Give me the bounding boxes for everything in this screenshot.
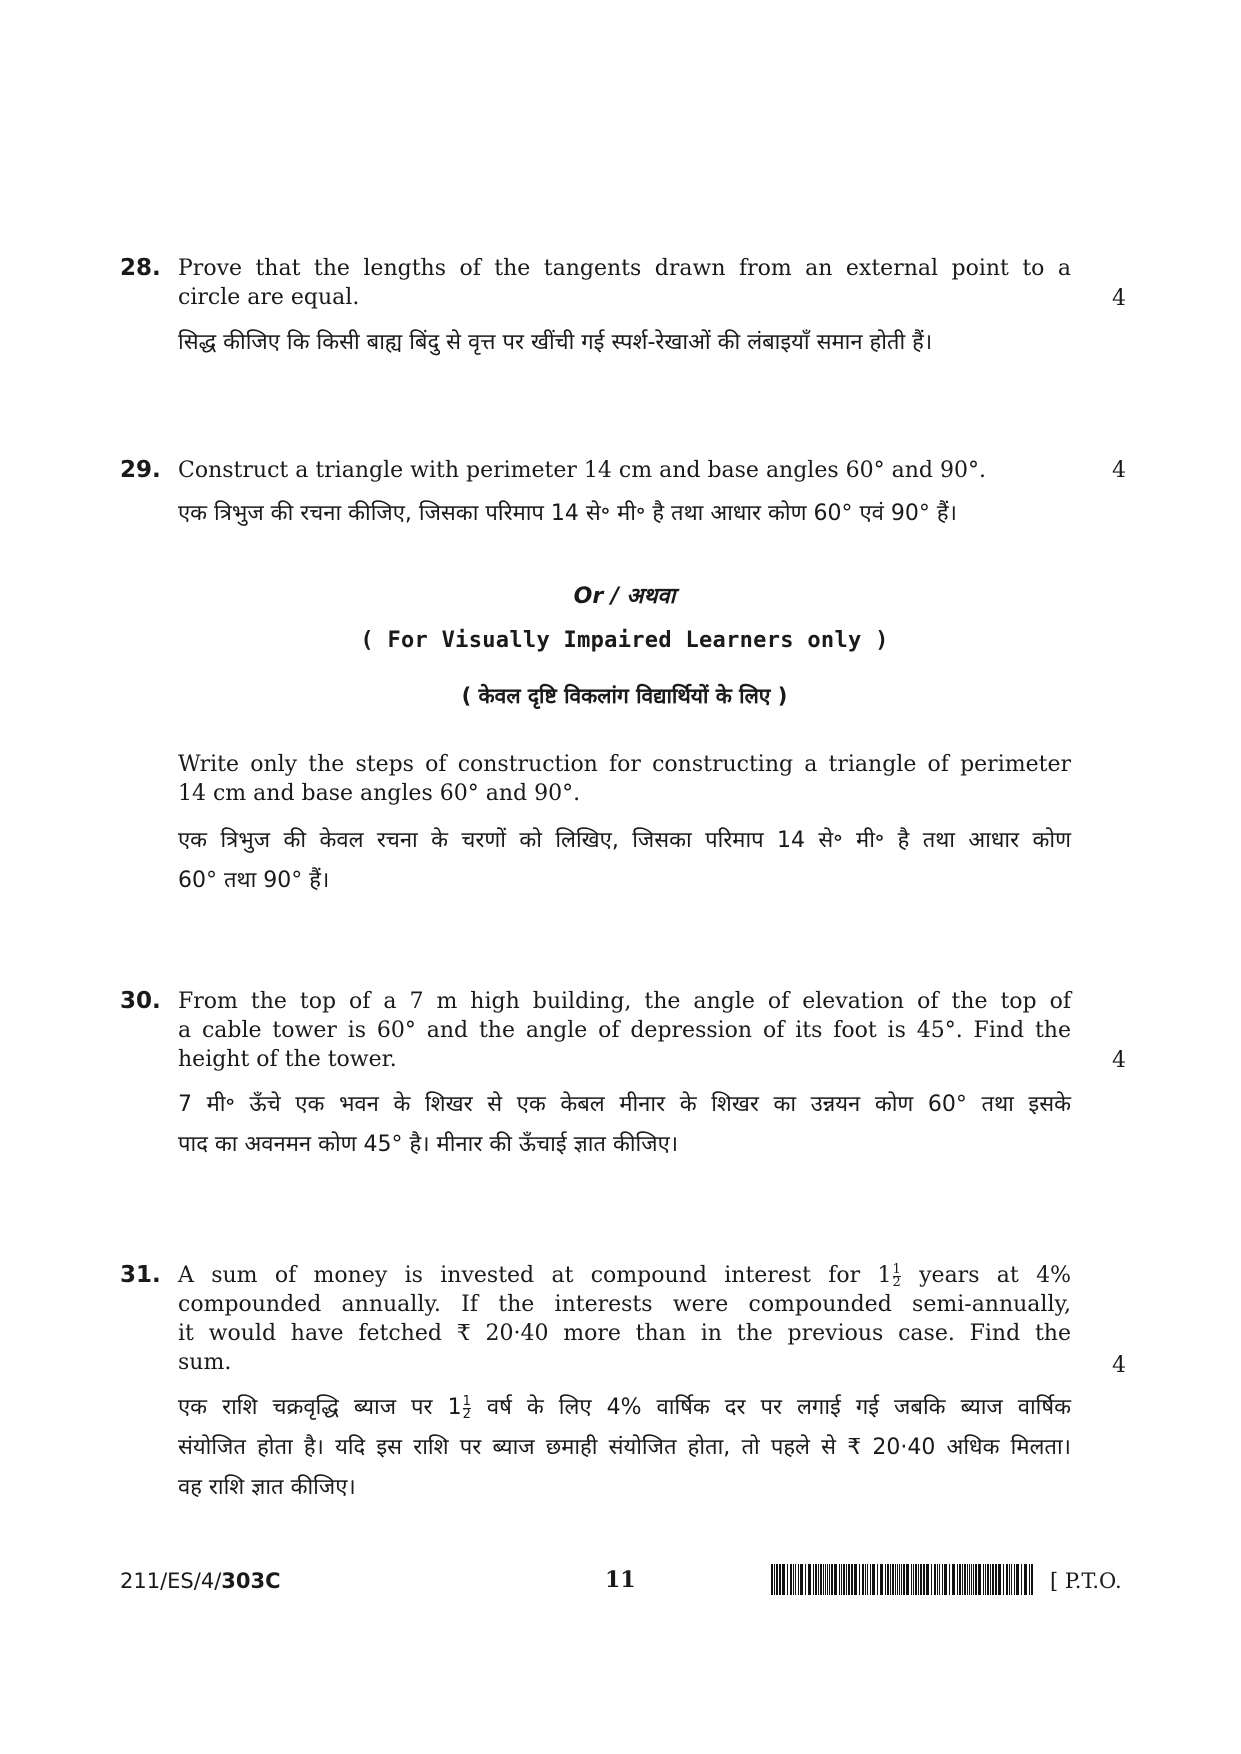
question-hindi-line: एक त्रिभुज की केवल रचना के चरणों को लिखिए, जिसका परिमाप 14 से॰ मी॰ है तथा आधार कोण: [178, 828, 1071, 853]
barcode-bar: [1031, 1564, 1033, 1595]
barcode-bar: [942, 1564, 943, 1595]
barcode-bar: [867, 1564, 868, 1595]
barcode-bar: [992, 1564, 994, 1595]
question-text-segment: A sum of money is invested at compound interest for 1: [178, 1263, 892, 1288]
marks: 4: [1112, 1048, 1126, 1073]
vil-heading: ( For Visually Impaired Learners only ): [360, 628, 889, 653]
barcode-bar: [854, 1564, 857, 1595]
barcode-bar: [987, 1564, 989, 1595]
barcode-bar: [937, 1564, 938, 1595]
barcode-bar: [880, 1564, 883, 1595]
barcode-bar: [776, 1564, 778, 1595]
question-hindi-line: सिद्ध कीजिए कि किसी बाह्य बिंदु से वृत्त पर खींची गई स्पर्श-रेखाओं की लंबाइयाँ समान होती हैं।: [178, 330, 933, 355]
barcode-bar: [959, 1564, 961, 1595]
barcode-bar: [877, 1564, 878, 1595]
question-text-line: Construct a triangle with perimeter 14 cm and base angles 60° and 90°.: [178, 458, 986, 483]
barcode-bar: [1006, 1564, 1008, 1595]
barcode-bar: [978, 1564, 981, 1595]
barcode-bar: [848, 1564, 850, 1595]
barcode-bar: [870, 1564, 871, 1595]
barcode-bar: [944, 1564, 947, 1595]
question-text-line: Prove that the lengths of the tangents drawn from an external point to a: [178, 256, 1071, 281]
barcode-bar: [892, 1564, 894, 1595]
barcode-bar: [1029, 1564, 1030, 1595]
question-hindi-line: संयोजित होता है। यदि इस राशि पर ब्याज छमाही संयोजित होता, तो पहले से ₹ 20·40 अधिक मिलता।: [178, 1435, 1071, 1460]
barcode-bar: [1016, 1564, 1019, 1595]
marks: 4: [1112, 286, 1126, 311]
barcode-bar: [823, 1564, 824, 1595]
question-text-line: 14 cm and base angles 60° and 90°.: [178, 781, 581, 806]
fraction: [462, 1393, 471, 1422]
barcode-bar: [962, 1564, 963, 1595]
barcode-bar: [795, 1564, 796, 1595]
barcode-bar: [827, 1564, 828, 1595]
barcode-bar: [934, 1564, 936, 1595]
page-number: 11: [605, 1567, 636, 1593]
question-30: [178, 987, 1071, 1164]
barcode-bar: [887, 1564, 889, 1595]
paper-code-bold: 303C: [221, 1569, 281, 1593]
barcode-bar: [901, 1564, 902, 1595]
question-29: [178, 456, 1071, 533]
question-number: 30.: [120, 988, 161, 1014]
barcode-bar: [918, 1564, 919, 1595]
question-text-line: a cable tower is 60° and the angle of depression of its foot is 45°. Find the: [178, 1018, 1071, 1043]
barcode-bar: [829, 1564, 830, 1595]
question-number: 29.: [120, 457, 161, 483]
question-number: 28.: [120, 255, 161, 281]
barcode-bar: [841, 1564, 842, 1595]
fraction: [892, 1261, 901, 1290]
barcode-bar: [969, 1564, 970, 1595]
barcode-bar: [957, 1564, 958, 1595]
barcode-bar: [998, 1564, 1001, 1595]
barcode-bar: [839, 1564, 840, 1595]
barcode-bar: [798, 1564, 799, 1595]
pto-label: [ P.T.O.: [1050, 1569, 1122, 1593]
barcode-bar: [967, 1564, 968, 1595]
question-text-line: From the top of a 7 m high building, the angle of elevation of the top of: [178, 989, 1071, 1014]
barcode-bar: [808, 1564, 811, 1595]
barcode-bar: [952, 1564, 955, 1595]
barcode-bar: [1009, 1564, 1010, 1595]
question-text-line: sum.: [178, 1350, 232, 1375]
barcode-bar: [820, 1564, 822, 1595]
barcode-bar: [920, 1564, 922, 1595]
question-hindi-line: 60° तथा 90° हैं।: [178, 868, 330, 893]
barcode-bar: [971, 1564, 972, 1595]
marks: 4: [1112, 458, 1126, 483]
question-hindi-line: 7 मी॰ ऊँचे एक भवन के शिखर से एक केबल मीनार के शिखर का उन्नयन कोण 60° तथा इसके: [178, 1092, 1071, 1117]
barcode-bar: [931, 1564, 932, 1595]
barcode-bar: [831, 1564, 833, 1595]
barcode-bar: [973, 1564, 974, 1595]
barcode-bar: [983, 1564, 984, 1595]
barcode-bar: [899, 1564, 900, 1595]
question-hindi-line: [178, 1389, 1071, 1427]
barcode-bar: [926, 1564, 929, 1595]
barcode-bar: [939, 1564, 940, 1595]
question-text-line: compounded annually. If the interests were compounded semi-annually,: [178, 1292, 1071, 1317]
barcode-bar: [1024, 1564, 1027, 1595]
barcode-bar: [964, 1564, 966, 1595]
barcode-bar: [787, 1564, 788, 1595]
barcode-bar: [851, 1564, 853, 1595]
vil-alternative: [178, 750, 1071, 900]
barcode-bar: [915, 1564, 917, 1595]
barcode-bar: [1014, 1564, 1015, 1595]
barcode-bar: [793, 1564, 794, 1595]
barcode-bar: [862, 1564, 864, 1595]
barcode-bar: [1011, 1564, 1012, 1595]
question-text-line: Write only the steps of construction for constructing a triangle of perimeter: [178, 752, 1071, 777]
barcode-bar: [1021, 1564, 1022, 1595]
question-text-line: it would have fetched ₹ 20·40 more than in the previous case. Find the: [178, 1321, 1071, 1346]
fraction-numerator: 1: [892, 1261, 901, 1277]
barcode-bar: [903, 1564, 905, 1595]
barcode-bar: [890, 1564, 891, 1595]
barcode-bar: [990, 1564, 991, 1595]
barcode-bar: [859, 1564, 860, 1595]
barcode-bar: [774, 1564, 775, 1595]
barcode-bar: [846, 1564, 847, 1595]
barcode-bar: [913, 1564, 914, 1595]
barcode-bar: [790, 1564, 792, 1595]
barcode-bar: [865, 1564, 866, 1595]
barcode-bar: [771, 1564, 773, 1595]
barcode-bar: [923, 1564, 925, 1595]
fraction-numerator: 1: [462, 1393, 471, 1409]
barcode-bar: [949, 1564, 950, 1595]
barcode-bar: [895, 1564, 896, 1595]
question-text-line: [178, 1261, 1071, 1290]
barcode-bar: [825, 1564, 826, 1595]
question-text-segment: एक राशि चक्रवृद्धि ब्याज पर 1: [178, 1395, 462, 1420]
paper-code: [120, 1569, 281, 1593]
vil-heading-hindi: ( केवल दृष्टि विकलांग विद्यार्थियों के लिए ): [461, 684, 788, 708]
question-text-line: height of the tower.: [178, 1047, 397, 1072]
question-31: [178, 1261, 1071, 1507]
barcode-bar: [985, 1564, 986, 1595]
barcode-bar: [911, 1564, 912, 1595]
question-text-segment: वर्ष के लिए 4% वार्षिक दर पर लगाई गई जबकि ब्याज वार्षिक: [471, 1395, 1071, 1420]
barcode-bar: [872, 1564, 875, 1595]
barcode-bar: [843, 1564, 845, 1595]
barcode-bar: [815, 1564, 817, 1595]
fraction-denominator: 2: [462, 1406, 471, 1422]
barcode-bar: [818, 1564, 819, 1595]
barcode-bar: [885, 1564, 886, 1595]
barcode-bar: [834, 1564, 837, 1595]
barcode-bar: [800, 1564, 803, 1595]
barcode-bar: [975, 1564, 977, 1595]
question-hindi-line: एक त्रिभुज की रचना कीजिए, जिसका परिमाप 14 से॰ मी॰ है तथा आधार कोण 60° एवं 90° हैं।: [178, 501, 957, 526]
question-number: 31.: [120, 1262, 161, 1288]
barcode-bar: [995, 1564, 997, 1595]
question-text-segment: years at 4%: [901, 1263, 1071, 1288]
question-text-line: circle are equal.: [178, 285, 360, 310]
barcode-bar: [782, 1564, 785, 1595]
question-28: [178, 254, 1071, 362]
barcode-bar: [897, 1564, 898, 1595]
barcode: [771, 1564, 1033, 1595]
paper-code-prefix: 211/ES/4/: [120, 1569, 222, 1593]
question-hindi-line: पाद का अवनमन कोण 45° है। मीनार की ऊँचाई ज्ञात कीजिए।: [178, 1132, 679, 1157]
barcode-bar: [906, 1564, 909, 1595]
or-label: Or / अथवा: [573, 584, 676, 609]
question-hindi-line: वह राशि ज्ञात कीजिए।: [178, 1475, 356, 1500]
fraction-denominator: 2: [892, 1274, 901, 1290]
marks: 4: [1112, 1353, 1126, 1378]
barcode-bar: [779, 1564, 781, 1595]
barcode-bar: [805, 1564, 806, 1595]
barcode-bar: [1003, 1564, 1004, 1595]
barcode-bar: [813, 1564, 814, 1595]
